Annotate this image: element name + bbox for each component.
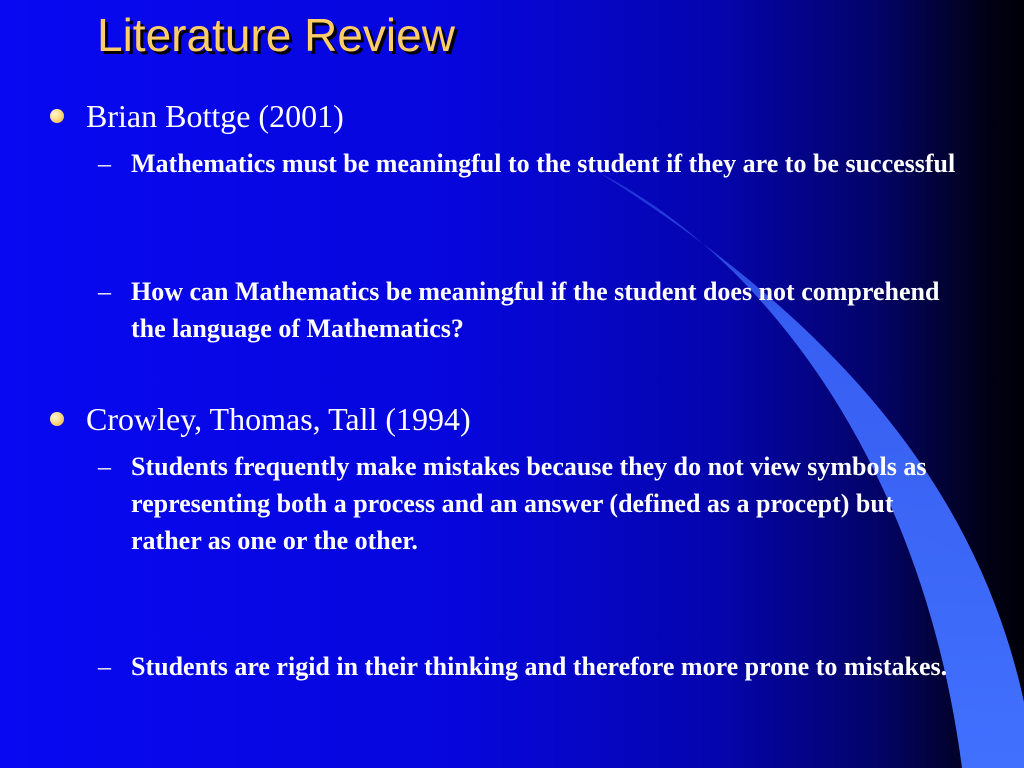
- slide-title: Literature Review: [97, 9, 455, 61]
- bullet-icon: [50, 109, 64, 123]
- sub-bullet-meaningful: Mathematics must be meaningful to the student if they are to be successful: [131, 149, 956, 178]
- sub-bullet-procept: Students frequently make mistakes because they do not view symbols as representing both a process and an answer (defined as a procept) but rather as one or the other.: [131, 452, 927, 555]
- dash-icon: –: [98, 149, 111, 178]
- bullet-item-crowley: Crowley, Thomas, Tall (1994): [86, 401, 471, 437]
- sub-bullet-language: How can Mathematics be meaningful if the student does not comprehend the language of Mathematics?: [131, 277, 940, 343]
- sub-bullet-rigid: Students are rigid in their thinking and therefore more prone to mistakes.: [131, 652, 948, 681]
- bullet-icon: [50, 412, 64, 426]
- dash-icon: –: [98, 652, 111, 681]
- bullet-item-bottge: Brian Bottge (2001): [86, 98, 344, 134]
- dash-icon: –: [98, 277, 111, 306]
- dash-icon: –: [98, 452, 111, 481]
